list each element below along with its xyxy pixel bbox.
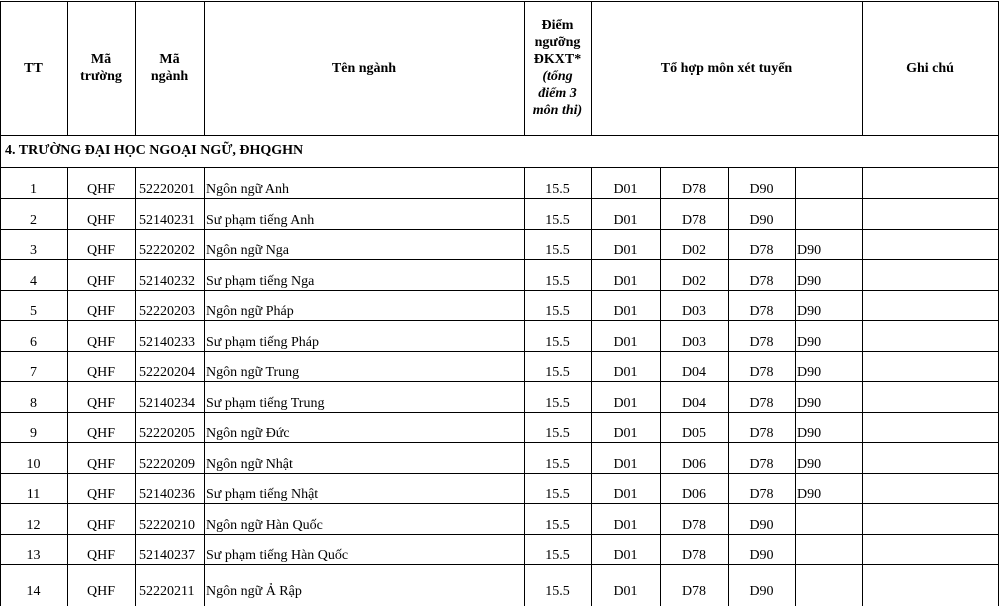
row-ten-nganh: Sư phạm tiếng Nhật [206,487,319,502]
row-tt: 7 [30,365,37,380]
row-tt: 6 [30,335,37,350]
row-diem: 15.5 [545,243,570,258]
row-to-hop-mon-1: D01 [613,487,638,502]
header-ma-nganh [135,1,204,135]
row-to-hop-mon-1: D01 [613,335,638,350]
row-to-hop-mon-2: D02 [681,274,707,289]
header-ma-truong-line: Mã [90,52,112,67]
row-to-hop-mon-2: D78 [681,182,707,197]
row-to-hop-mon-2: D06 [681,487,707,502]
grid-line-horizontal [0,412,999,413]
grid-line-vertical [67,167,68,606]
row-ma-truong: QHF [86,487,115,502]
grid-line-vertical [998,167,999,606]
row-diem: 15.5 [545,304,570,319]
row-ma-truong: QHF [86,457,115,472]
row-to-hop-mon-2: D03 [681,335,707,350]
row-to-hop-mon-3: D90 [749,584,774,599]
row-ten-nganh: Sư phạm tiếng Pháp [206,335,319,350]
row-to-hop-mon-2: D78 [681,584,707,599]
header-diem-nguong-line: ĐKXT* [533,52,582,67]
row-ma-truong: QHF [86,365,115,380]
row-ma-nganh: 52220209 [139,457,195,472]
grid-line-horizontal [0,167,999,168]
grid-line-vertical [660,167,661,606]
grid-line-vertical [998,1,999,135]
row-to-hop-mon-2: D78 [681,518,707,533]
row-to-hop-mon-1: D01 [613,182,638,197]
row-to-hop-mon-4: D90 [797,243,822,258]
row-ten-nganh: Ngôn ngữ Trung [206,365,300,380]
grid-line-vertical [998,135,999,167]
row-ma-nganh: 52220205 [139,426,195,441]
grid-line-horizontal [0,534,999,535]
row-to-hop-mon-3: D78 [749,457,774,472]
row-tt: 9 [30,426,37,441]
row-ten-nganh: Ngôn ngữ Hàn Quốc [206,518,323,533]
row-ma-truong: QHF [86,518,115,533]
row-to-hop-mon-1: D01 [613,304,638,319]
row-to-hop-mon-1: D01 [613,548,638,563]
header-tt: TT [24,60,43,76]
row-diem: 15.5 [545,584,570,599]
row-ma-truong: QHF [86,243,115,258]
row-diem: 15.5 [545,518,570,533]
row-tt: 3 [30,243,37,258]
row-diem: 15.5 [545,487,570,502]
row-to-hop-mon-3: D90 [749,548,774,563]
row-diem: 15.5 [545,274,570,289]
grid-line-vertical [591,167,592,606]
row-tt: 14 [26,584,41,599]
row-to-hop-mon-2: D78 [681,213,707,228]
row-ma-nganh: 52220210 [139,518,195,533]
row-ten-nganh: Sư phạm tiếng Hàn Quốc [206,548,349,563]
row-to-hop-mon-3: D90 [749,182,774,197]
row-diem: 15.5 [545,548,570,563]
row-to-hop-mon-1: D01 [613,213,638,228]
row-to-hop-mon-3: D78 [749,304,774,319]
grid-line-horizontal [0,442,999,443]
row-to-hop-mon-4: D90 [797,335,822,350]
row-to-hop-mon-4: D90 [797,426,822,441]
row-tt: 13 [26,548,41,563]
row-ma-truong: QHF [86,304,115,319]
row-to-hop-mon-4: D90 [797,487,822,502]
row-to-hop-mon-3: D78 [749,365,774,380]
row-ma-truong: QHF [86,396,115,411]
grid-line-vertical [728,167,729,606]
row-to-hop-mon-3: D78 [749,396,774,411]
header-diem-nguong-line: (tổng [542,69,573,84]
row-to-hop-mon-1: D01 [613,243,638,258]
header-diem-nguong-line: ngưỡng [534,35,581,50]
row-to-hop-mon-1: D01 [613,365,638,380]
row-diem: 15.5 [545,396,570,411]
row-ma-nganh: 52140236 [139,487,195,502]
grid-line-horizontal [0,473,999,474]
row-ma-nganh: 52220204 [139,365,195,380]
row-diem: 15.5 [545,426,570,441]
row-ma-nganh: 52140234 [139,396,195,411]
header-ma-truong [67,1,135,135]
row-to-hop-mon-2: D03 [681,304,707,319]
row-diem: 15.5 [545,457,570,472]
grid-line-vertical [204,167,205,606]
row-to-hop-mon-2: D05 [681,426,707,441]
row-ma-nganh: 52220201 [139,182,195,197]
row-to-hop-mon-4: D90 [797,457,822,472]
row-to-hop-mon-3: D78 [749,274,774,289]
header-ten-nganh: Tên ngành [331,60,397,76]
row-tt: 8 [30,396,37,411]
header-diem-nguong-line: điểm 3 [538,86,577,101]
row-to-hop-mon-1: D01 [613,426,638,441]
row-tt: 4 [30,274,37,289]
row-to-hop-mon-3: D78 [749,487,774,502]
row-ten-nganh: Sư phạm tiếng Trung [206,396,325,411]
row-ma-nganh: 52140237 [139,548,195,563]
header-ma-nganh-line: ngành [150,69,189,84]
row-to-hop-mon-1: D01 [613,584,638,599]
row-ma-truong: QHF [86,426,115,441]
row-to-hop-mon-3: D90 [749,518,774,533]
row-ma-truong: QHF [86,584,115,599]
section-title: 4. TRƯỜNG ĐẠI HỌC NGOẠI NGỮ, ĐHQGHN [5,143,304,158]
row-ma-nganh: 52140231 [139,213,195,228]
grid-line-vertical [524,167,525,606]
header-ma-truong-line: trường [80,69,122,84]
row-ma-nganh: 52220202 [139,243,195,258]
row-ten-nganh: Ngôn ngữ Ả Rập [206,584,302,599]
grid-line-horizontal [0,290,999,291]
grid-line-horizontal [0,320,999,321]
row-tt: 12 [26,518,41,533]
row-ma-nganh: 52220203 [139,304,195,319]
row-ten-nganh: Sư phạm tiếng Anh [206,213,315,228]
row-to-hop-mon-4: D90 [797,365,822,380]
row-ma-nganh: 52140233 [139,335,195,350]
row-ten-nganh: Sư phạm tiếng Nga [206,274,315,289]
row-to-hop-mon-3: D78 [749,426,774,441]
row-to-hop-mon-4: D90 [797,396,822,411]
row-to-hop-mon-3: D78 [749,335,774,350]
row-ma-nganh: 52140232 [139,274,195,289]
row-to-hop-mon-2: D04 [681,365,707,380]
grid-line-vertical [795,167,796,606]
row-diem: 15.5 [545,335,570,350]
row-diem: 15.5 [545,182,570,197]
row-ten-nganh: Ngôn ngữ Nhật [206,457,293,472]
header-ghi-chu: Ghi chú [906,60,954,76]
row-ten-nganh: Ngôn ngữ Anh [206,182,290,197]
row-tt: 11 [26,487,41,502]
header-diem-nguong-line: Điểm [541,18,574,33]
grid-line-horizontal [0,351,999,352]
row-to-hop-mon-1: D01 [613,457,638,472]
grid-line-horizontal [0,381,999,382]
grid-line-horizontal [0,229,999,230]
row-to-hop-mon-1: D01 [613,396,638,411]
row-to-hop-mon-2: D04 [681,396,707,411]
header-diem-nguong-line: môn thi) [532,103,583,118]
row-to-hop-mon-2: D02 [681,243,707,258]
grid-line-vertical [0,135,1,167]
row-ten-nganh: Ngôn ngữ Đức [206,426,290,441]
row-ma-nganh: 52220211 [139,584,195,599]
row-ma-truong: QHF [86,182,115,197]
grid-line-vertical [0,167,1,606]
row-to-hop-mon-4: D90 [797,274,822,289]
header-to-hop-mon: Tổ hợp môn xét tuyển [660,60,793,76]
grid-line-horizontal [0,198,999,199]
grid-line-vertical [135,167,136,606]
row-to-hop-mon-1: D01 [613,518,638,533]
row-to-hop-mon-3: D78 [749,243,774,258]
grid-line-horizontal [0,259,999,260]
grid-line-horizontal [0,135,999,136]
row-to-hop-mon-2: D78 [681,548,707,563]
header-ma-nganh-line: Mã [159,52,180,67]
row-tt: 1 [30,182,37,197]
grid-line-horizontal [0,564,999,565]
row-diem: 15.5 [545,213,570,228]
row-ma-truong: QHF [86,548,115,563]
grid-line-vertical [862,167,863,606]
row-to-hop-mon-4: D90 [797,304,822,319]
row-to-hop-mon-3: D90 [749,213,774,228]
header-diem-nguong [524,1,591,135]
row-ma-truong: QHF [86,335,115,350]
row-diem: 15.5 [545,365,570,380]
row-ten-nganh: Ngôn ngữ Nga [206,243,290,258]
grid-line-horizontal [0,503,999,504]
row-ma-truong: QHF [86,274,115,289]
row-ten-nganh: Ngôn ngữ Pháp [206,304,294,319]
row-ma-truong: QHF [86,213,115,228]
row-tt: 2 [30,213,37,228]
row-tt: 5 [30,304,37,319]
row-tt: 10 [26,457,41,472]
row-to-hop-mon-1: D01 [613,274,638,289]
row-to-hop-mon-2: D06 [681,457,707,472]
